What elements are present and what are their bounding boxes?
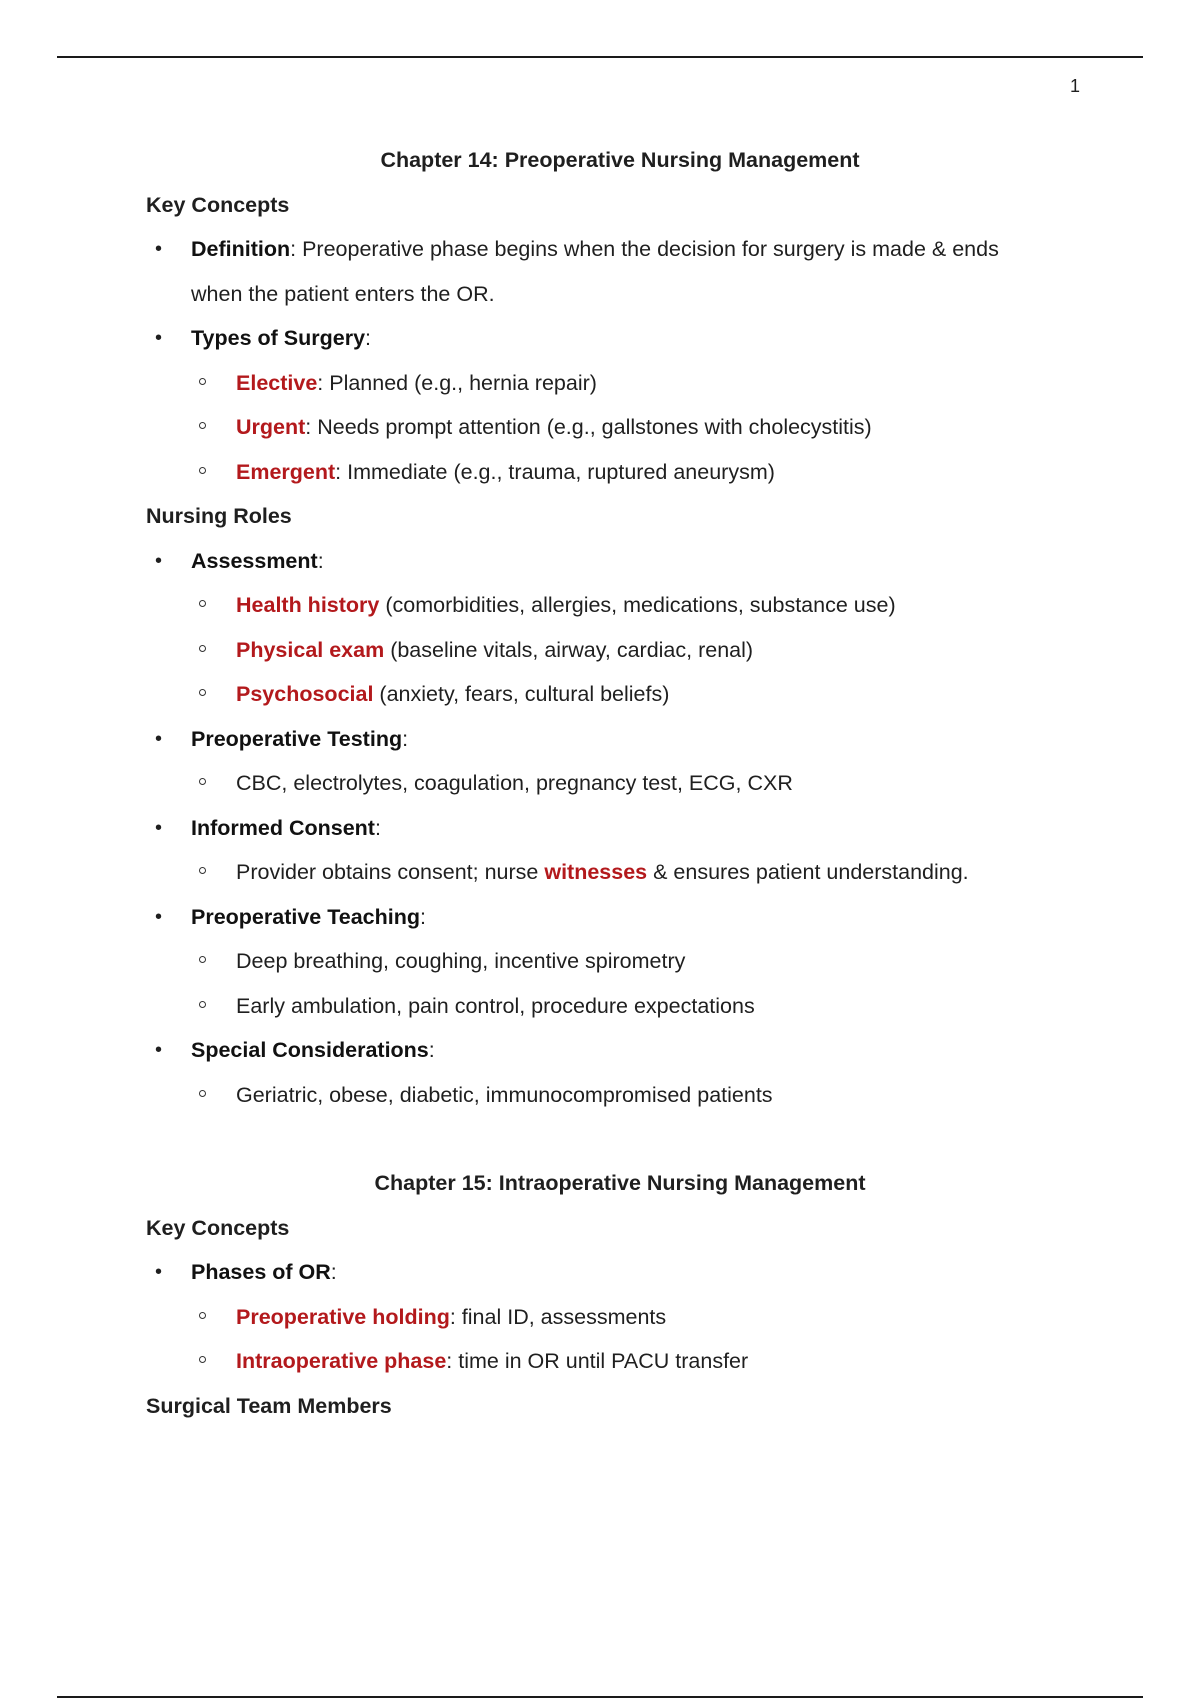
sub-item-teaching-1 xyxy=(0,939,1200,984)
list-item-special-considerations xyxy=(0,1028,1200,1073)
special-item: Geriatric, obese, diabetic, immunocompromised patients xyxy=(236,1082,773,1107)
testing-label: Preoperative Testing xyxy=(191,726,403,751)
health-history-text: (comorbidities, allergies, medications, substance use) xyxy=(379,593,896,617)
sub-item-urgent xyxy=(0,405,1200,450)
emergent-text: : Immediate (e.g., trauma, ruptured aneurysm) xyxy=(335,459,775,484)
teaching-item-2: Early ambulation, pain control, procedure expectations xyxy=(236,993,755,1018)
surgical-team-heading: Surgical Team Members xyxy=(146,1393,392,1418)
circle-bullet-icon xyxy=(199,1356,206,1363)
elective-text: : Planned (e.g., hernia repair) xyxy=(317,370,597,395)
circle-bullet-icon xyxy=(199,600,206,607)
circle-bullet-icon xyxy=(199,689,206,696)
consent-post: & ensures patient understanding. xyxy=(647,860,969,884)
special-label: Special Considerations xyxy=(191,1038,429,1062)
top-rule xyxy=(57,56,1143,58)
sub-item-special xyxy=(0,1073,1200,1118)
list-item-phases-of-or xyxy=(0,1250,1200,1295)
teaching-item-1: Deep breathing, coughing, incentive spirometry xyxy=(236,949,686,973)
consent-pre: Provider obtains consent; nurse xyxy=(236,860,545,884)
definition-label: Definition xyxy=(191,237,291,261)
intraop-label: Intraoperative phase xyxy=(236,1349,447,1373)
testing-item: CBC, electrolytes, coagulation, pregnancy test, ECG, CXR xyxy=(236,771,793,795)
circle-bullet-icon xyxy=(199,956,206,963)
holding-label: Preoperative holding xyxy=(236,1304,450,1329)
circle-bullet-icon xyxy=(199,1312,206,1319)
circle-bullet-icon xyxy=(199,778,206,785)
phases-label: Phases of OR xyxy=(191,1260,331,1284)
psychosocial-label: Psychosocial xyxy=(236,682,374,706)
special-suffix: : xyxy=(428,1038,435,1062)
circle-bullet-icon xyxy=(199,467,206,474)
page-number: 1 xyxy=(1070,76,1081,96)
list-item-definition xyxy=(0,227,1200,272)
holding-text: : final ID, assessments xyxy=(449,1304,667,1329)
bottom-rule xyxy=(57,1696,1143,1698)
urgent-label: Urgent xyxy=(236,415,306,439)
section-gap xyxy=(0,1117,1200,1161)
intraop-text: : time in OR until PACU transfer xyxy=(446,1349,749,1373)
urgent-text: : Needs prompt attention (e.g., gallstones with cholecystitis) xyxy=(305,415,872,439)
bullet-icon: • xyxy=(155,327,163,349)
sub-item-teaching-2 xyxy=(0,984,1200,1029)
health-history-label: Health history xyxy=(236,593,380,617)
list-item-informed-consent xyxy=(0,806,1200,851)
chapter-15-title: Chapter 15: Intraoperative Nursing Management xyxy=(374,1171,866,1195)
types-label: Types of Surgery xyxy=(191,326,366,350)
list-item-assessment xyxy=(0,539,1200,584)
sub-item-testing xyxy=(0,761,1200,806)
list-item-preoperative-teaching xyxy=(0,895,1200,940)
circle-bullet-icon xyxy=(199,1090,206,1097)
bullet-icon: • xyxy=(155,238,163,260)
chapter-14-title: Chapter 14: Preoperative Nursing Management xyxy=(380,148,860,172)
circle-bullet-icon xyxy=(199,645,206,652)
bullet-icon: • xyxy=(155,905,163,928)
physical-exam-text: (baseline vitals, airway, cardiac, renal) xyxy=(384,637,754,662)
bullet-icon: • xyxy=(155,816,163,839)
types-suffix: : xyxy=(365,326,372,350)
psychosocial-text: (anxiety, fears, cultural beliefs) xyxy=(373,682,670,706)
key-concepts-heading: Key Concepts xyxy=(146,192,290,217)
key-concepts-heading-2: Key Concepts xyxy=(146,1215,290,1240)
consent-label: Informed Consent xyxy=(191,815,375,840)
definition-continuation: when the patient enters the OR. xyxy=(191,281,495,306)
consent-witnesses: witnesses xyxy=(544,860,648,884)
elective-label: Elective xyxy=(236,370,318,395)
bullet-icon: • xyxy=(155,1261,163,1283)
list-item-preoperative-testing xyxy=(0,717,1200,762)
sub-item-intraoperative-phase xyxy=(0,1339,1200,1384)
circle-bullet-icon xyxy=(199,867,206,874)
sub-item-health-history xyxy=(0,583,1200,628)
circle-bullet-icon xyxy=(199,1001,206,1008)
sub-item-physical-exam xyxy=(0,628,1200,673)
teaching-label: Preoperative Teaching xyxy=(191,904,421,929)
bullet-icon: • xyxy=(155,727,163,750)
list-item-types-of-surgery xyxy=(0,316,1200,361)
document-body xyxy=(0,138,1200,1428)
sub-item-consent xyxy=(0,850,1200,895)
circle-bullet-icon xyxy=(199,378,206,385)
assessment-suffix: : xyxy=(317,548,324,573)
sub-item-psychosocial xyxy=(0,672,1200,717)
consent-suffix: : xyxy=(374,815,381,840)
teaching-suffix: : xyxy=(420,904,426,929)
circle-bullet-icon xyxy=(199,422,206,429)
bullet-icon: • xyxy=(155,1039,163,1061)
sub-item-elective xyxy=(0,361,1200,406)
phases-suffix: : xyxy=(330,1260,337,1284)
sub-item-emergent xyxy=(0,450,1200,495)
physical-exam-label: Physical exam xyxy=(236,637,385,662)
testing-suffix: : xyxy=(402,726,409,751)
sub-item-preoperative-holding xyxy=(0,1295,1200,1340)
nursing-roles-heading: Nursing Roles xyxy=(146,504,292,528)
assessment-label: Assessment xyxy=(191,548,318,573)
definition-text: : Preoperative phase begins when the decision for surgery is made & ends xyxy=(290,237,999,261)
emergent-label: Emergent xyxy=(236,459,336,484)
bullet-icon: • xyxy=(155,549,163,572)
